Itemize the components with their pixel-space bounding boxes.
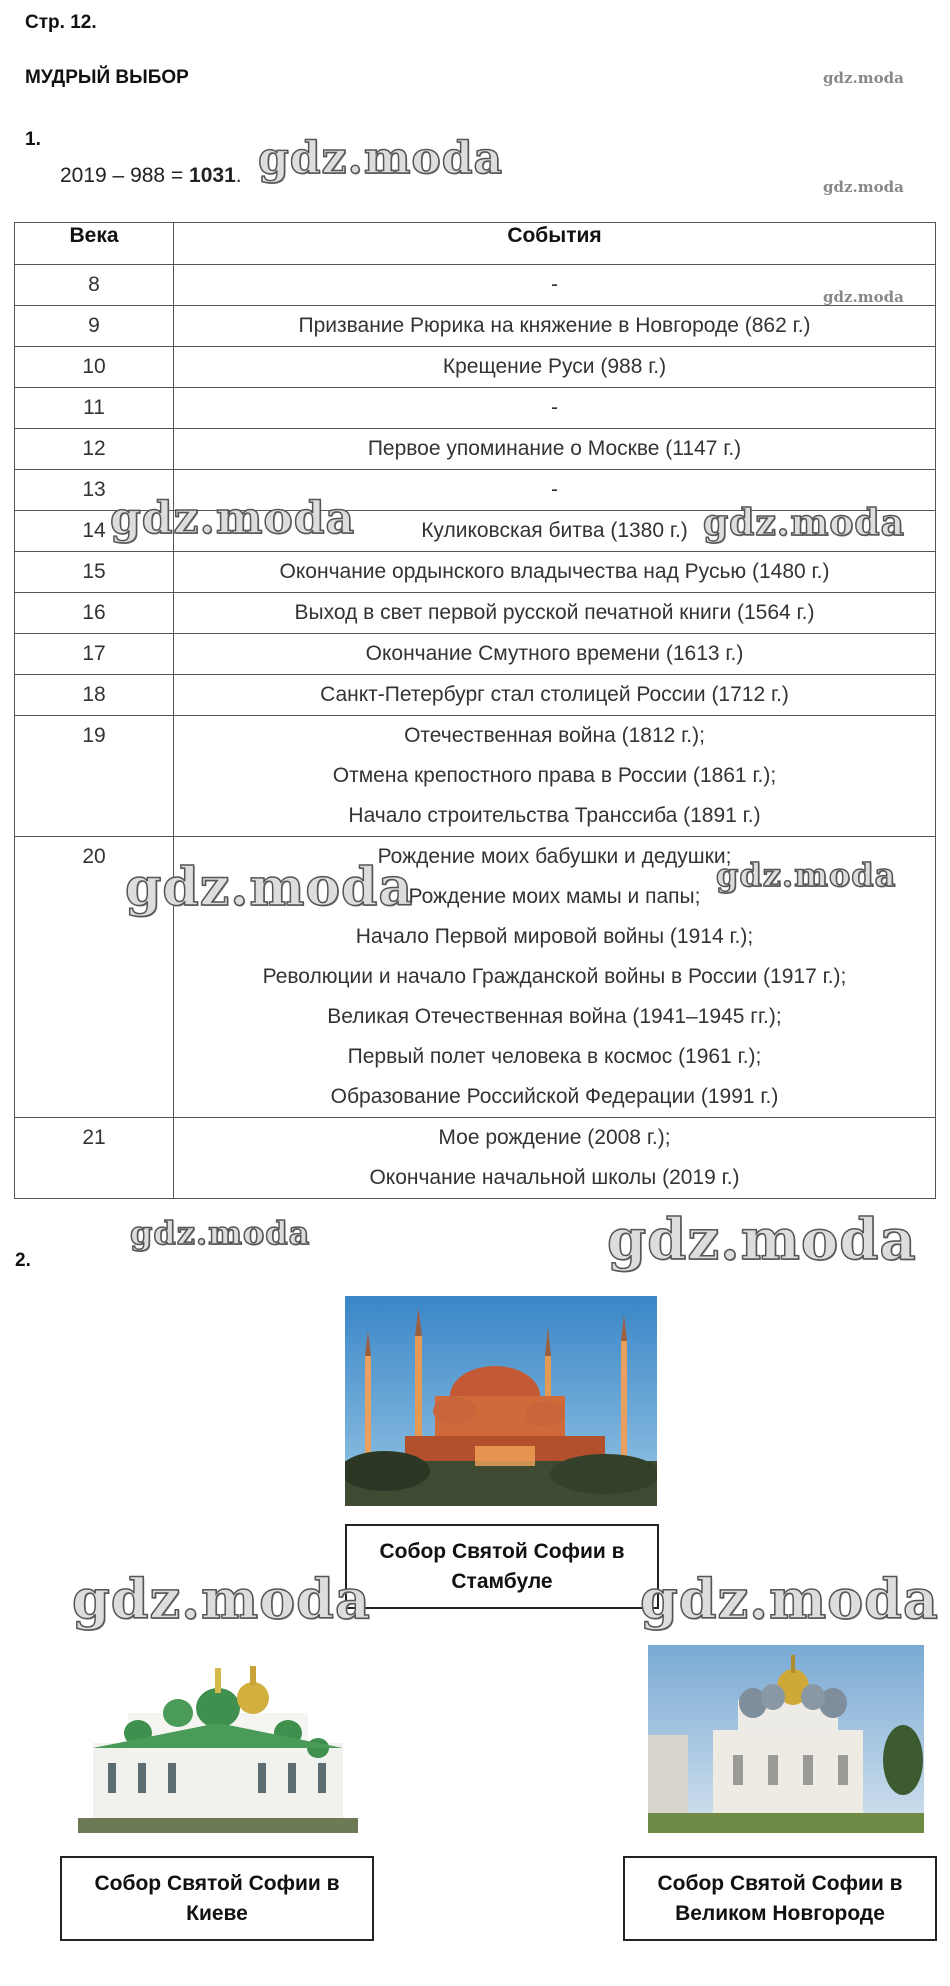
events-cell	[174, 470, 936, 511]
century-cell: 21	[15, 1118, 174, 1199]
equation	[60, 164, 242, 188]
equation-tail: .	[235, 164, 242, 187]
watermark: gdz.moda	[110, 493, 356, 544]
event-text: Мое рождение (2008 г.);	[438, 1126, 671, 1149]
event-text: Окончание Смутного времени (1613 г.)	[365, 642, 744, 665]
equation-result: 1031	[189, 164, 236, 187]
caption-novgorod	[623, 1856, 937, 1941]
st-sophia-novgorod-photo	[648, 1645, 924, 1833]
event-text: Окончание начальной школы (2019 г.)	[369, 1166, 740, 1189]
event-text: Отмена крепостного права в России (1861 г.);	[332, 764, 777, 787]
watermark: gdz.moda	[125, 857, 414, 918]
events-cell	[174, 552, 936, 593]
event-text: Крещение Руси (988 г.)	[442, 355, 667, 378]
watermark: gdz.moda	[716, 856, 897, 894]
events-cell	[174, 265, 936, 306]
events-cell	[174, 716, 936, 837]
events-cell	[174, 675, 936, 716]
table-row	[15, 347, 936, 388]
century-cell: 19	[15, 716, 174, 837]
column-header-events: События	[174, 223, 936, 265]
century-cell: 9	[15, 306, 174, 347]
century-cell: 10	[15, 347, 174, 388]
table-row	[15, 837, 936, 1118]
event-text: Рождение моих бабушки и дедушки;	[377, 845, 732, 868]
caption-novgorod-line1: Собор Святой Софии в	[657, 1871, 903, 1895]
event-text: Отечественная война (1812 г.);	[404, 724, 705, 747]
table-row	[15, 429, 936, 470]
event-text: -	[551, 396, 558, 419]
caption-novgorod-line2: Великом Новгороде	[675, 1901, 885, 1925]
page-title: МУДРЫЙ ВЫБОР	[25, 67, 189, 88]
century-cell: 13	[15, 470, 174, 511]
table-row	[15, 1118, 936, 1199]
events-cell	[174, 593, 936, 634]
century-cell: 20	[15, 837, 174, 1118]
watermark: gdz.moda	[607, 1207, 917, 1273]
table-row	[15, 306, 936, 347]
events-cell	[174, 1118, 936, 1199]
watermark: gdz.moda	[640, 1567, 939, 1631]
event-text: Куликовская битва (1380 г.)	[421, 519, 688, 542]
table-row	[15, 388, 936, 429]
event-text: Великая Отечественная война (1941–1945 гг.);	[327, 1005, 782, 1028]
hagia-sophia-istanbul-photo	[345, 1296, 657, 1506]
event-text: -	[551, 478, 558, 501]
event-text: Санкт-Петербург стал столицей России (1712 г.)	[320, 683, 789, 706]
century-cell: 16	[15, 593, 174, 634]
watermark: gdz.moda	[823, 69, 904, 87]
st-sophia-kyiv-photo	[78, 1638, 358, 1833]
events-cell	[174, 347, 936, 388]
caption-istanbul-line2: Стамбуле	[451, 1569, 553, 1593]
task2-label: 2.	[15, 1250, 31, 1271]
events-cell	[174, 306, 936, 347]
event-text: -	[551, 273, 558, 296]
equation-left: 2019 – 988 =	[60, 164, 190, 187]
events-cell	[174, 837, 936, 1118]
watermark: gdz.moda	[823, 178, 904, 196]
table-row	[15, 716, 936, 837]
table-row	[15, 470, 936, 511]
table-row	[15, 593, 936, 634]
watermark: gdz.moda	[823, 288, 904, 306]
column-header-centuries: Века	[15, 223, 174, 265]
events-cell	[174, 511, 936, 552]
table-row	[15, 511, 936, 552]
caption-istanbul-line1: Собор Святой Софии в	[379, 1539, 625, 1563]
event-text: Призвание Рюрика на княжение в Новгороде (862 г.)	[298, 314, 811, 337]
event-text: Рождение моих мамы и папы;	[408, 885, 701, 908]
caption-kyiv-line2: Киеве	[186, 1901, 248, 1925]
watermark: gdz.moda	[258, 133, 504, 184]
table-body	[15, 265, 936, 1199]
event-text: Окончание ордынского владычества над Русью (1480 г.)	[279, 560, 830, 583]
centuries-events-table	[14, 222, 936, 1199]
event-text: Образование Российской Федерации (1991 г.)	[330, 1085, 779, 1108]
task1-label: 1.	[25, 129, 41, 150]
event-text: Выход в свет первой русской печатной книги (1564 г.)	[294, 601, 815, 624]
watermark: gdz.moda	[72, 1567, 371, 1631]
table-row	[15, 265, 936, 306]
caption-istanbul	[345, 1524, 659, 1609]
watermark: gdz.moda	[130, 1214, 311, 1252]
century-cell: 8	[15, 265, 174, 306]
century-cell: 17	[15, 634, 174, 675]
event-text: Начало строительства Транссиба (1891 г.)	[348, 804, 761, 827]
century-cell: 11	[15, 388, 174, 429]
table-header-row	[15, 223, 936, 265]
event-text: Революции и начало Гражданской войны в России (1917 г.);	[262, 965, 847, 988]
events-cell	[174, 634, 936, 675]
table-row	[15, 675, 936, 716]
century-cell: 12	[15, 429, 174, 470]
events-cell	[174, 388, 936, 429]
page-number: Стр. 12.	[25, 12, 97, 33]
event-text: Первое упоминание о Москве (1147 г.)	[367, 437, 742, 460]
century-cell: 18	[15, 675, 174, 716]
century-cell: 15	[15, 552, 174, 593]
table-row	[15, 634, 936, 675]
watermark: gdz.moda	[703, 502, 905, 544]
caption-kyiv	[60, 1856, 374, 1941]
century-cell: 14	[15, 511, 174, 552]
event-text: Первый полет человека в космос (1961 г.);	[347, 1045, 762, 1068]
table-row	[15, 552, 936, 593]
event-text: Начало Первой мировой войны (1914 г.);	[355, 925, 754, 948]
events-cell	[174, 429, 936, 470]
caption-kyiv-line1: Собор Святой Софии в	[94, 1871, 340, 1895]
